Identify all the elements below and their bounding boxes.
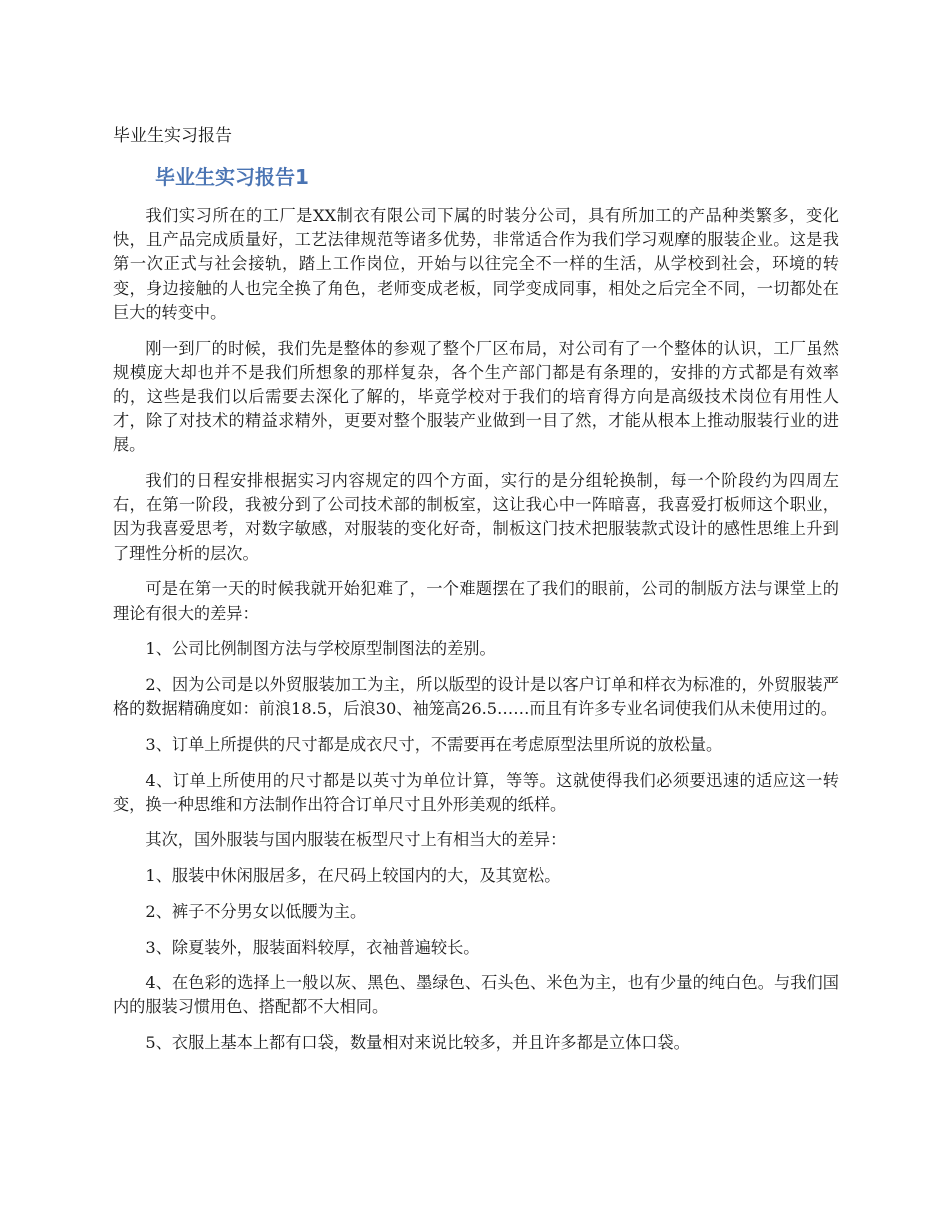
list-item-export-precision: 2、因为公司是以外贸服装加工为主，所以版型的设计是以客户订单和样衣为标准的，外贸服装严格的数据精确度如：前浪18.5，后浪30、袖笼高26.5……而且有许多专业名词使我们从未使用过的。 bbox=[113, 674, 839, 719]
list-item-method-diff: 1、公司比例制图方法与学校原型制图法的差别。 bbox=[145, 639, 496, 659]
list-item-low-waist: 2、裤子不分男女以低腰为主。 bbox=[145, 901, 367, 921]
list-item-pockets: 5、衣服上基本上都有口袋，数量相对来说比较多，并且许多都是立体口袋。 bbox=[145, 1033, 690, 1053]
list-item-casual-wear: 1、服装中休闲服居多，在尺码上较国内的大，及其宽松。 bbox=[145, 866, 561, 886]
paragraph-difficulty: 可是在第一天的时候我就开始犯难了，一个难题摆在了我们的眼前，公司的制版方法与课堂上的理论有很大的差异： bbox=[113, 579, 839, 623]
list-item-inch-units: 4、订单上所使用的尺寸都是以英寸为单位计算，等等。这就使得我们必须要迅速的适应这一转变，换一种思维和方法制作出符合订单尺寸且外形美观的纸样。 bbox=[113, 770, 839, 814]
paragraph-first-visit: 刚一到厂的时候，我们先是整体的参观了整个厂区布局，对公司有了一个整体的认识，工厂虽然规模庞大却也并不是我们所想象的那样复杂，各个生产部门都是有条理的，安排的方式都是有效率的，这些是我们以后需要去深化了解的，毕竟学校对于我们的培育得方向是高级技术岗位有用性人才，除了对技术的精益求精外，更要对整个服装产业做到一目了然，才能从根本上推动服装行业的进展。 bbox=[113, 338, 839, 455]
list-item-colors: 4、在色彩的选择上一般以灰、黑色、墨绿色、石头色、米色为主，也有少量的纯白色。与我们国内的服装习惯用色、搭配都不大相同。 bbox=[113, 973, 839, 1017]
paragraph-secondly: 其次，国外服装与国内服装在板型尺寸上有相当大的差异： bbox=[145, 830, 567, 850]
report-body bbox=[113, 204, 839, 1067]
list-item-fabric: 3、除夏装外，服装面料较厚，衣袖普遍较长。 bbox=[145, 937, 480, 957]
list-item-finished-size: 3、订单上所提供的尺寸都是成衣尺寸，不需要再在考虑原型法里所说的放松量。 bbox=[145, 734, 723, 754]
paragraph-schedule: 我们的日程安排根据实习内容规定的四个方面，实行的是分组轮换制，每一个阶段约为四周左右，在第一阶段，我被分到了公司技术部的制板室，这让我心中一阵暗喜，我喜爱打板师这个职业，因为我喜爱思考，对数字敏感，对服装的变化好奇，制板这门技术把服装款式设计的感性思维上升到了理性分析的层次。 bbox=[113, 471, 839, 563]
paragraph-factory-intro: 我们实习所在的工厂是XX制衣有限公司下属的时装分公司，具有所加工的产品种类繁多，变化快，且产品完成质量好，工艺法律规范等诸多优势，非常适合作为我们学习观摩的服装企业。这是我第一次正式与社会接轨，踏上工作岗位，开始与以往完全不一样的生活，从学校到社会，环境的转变，身边接触的人也完全换了角色，老师变成老板，同学变成同事，相处之后完全不同，一切都处在巨大的转变中。 bbox=[113, 206, 839, 322]
report-title: 毕业生实习报告1 bbox=[155, 165, 309, 189]
document-label: 毕业生实习报告 bbox=[113, 126, 232, 146]
